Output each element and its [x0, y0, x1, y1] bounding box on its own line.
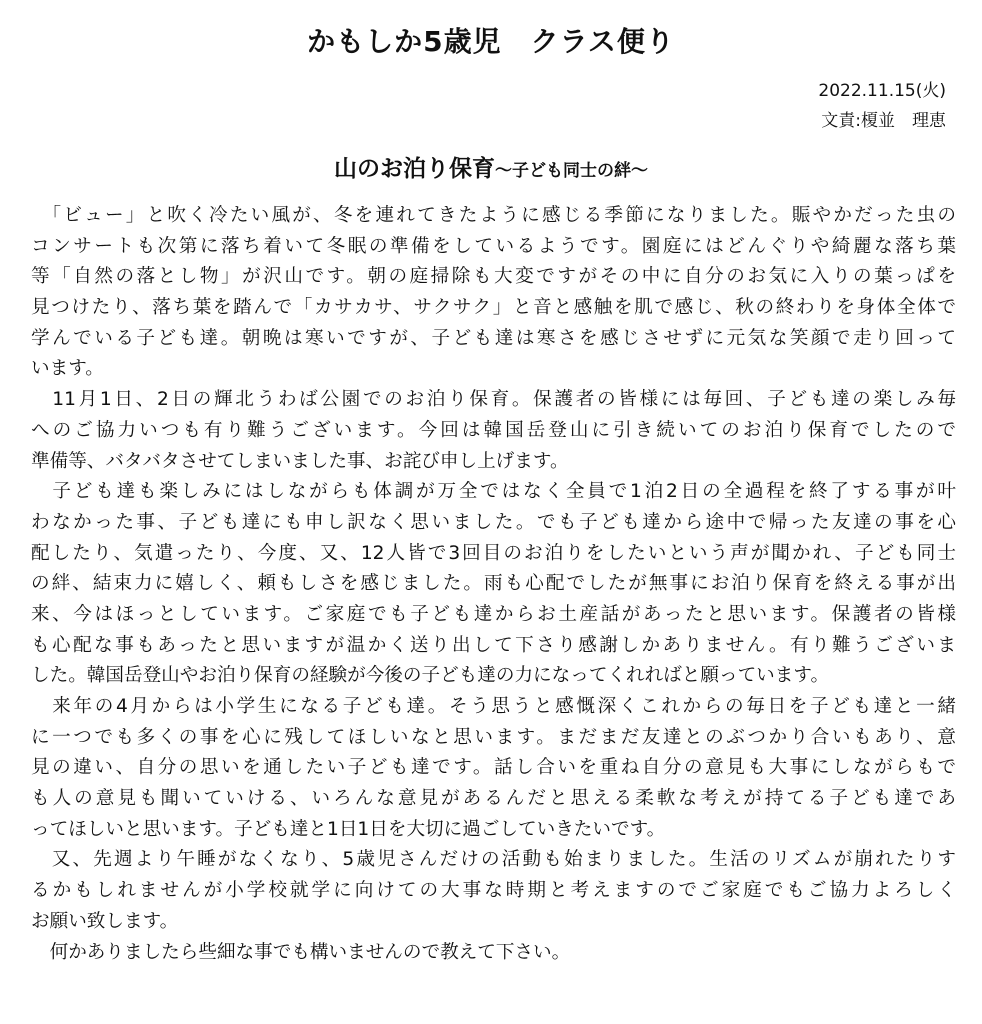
newsletter-meta: [818, 76, 946, 136]
body-line: お願い致します。: [31, 910, 179, 932]
author-credit: 文責:榎並 理恵: [821, 111, 946, 131]
body-line: も人の意見も聞いていける、いろんな意見があるんだと思える柔軟な考えが持てる子ども達であ: [31, 788, 956, 810]
article-heading-main: 山のお泊り保育: [334, 156, 495, 182]
body-line: ってほしいと思います。子ども達と1日1日を大切に過ごしていきたいです。: [31, 818, 666, 840]
body-line: るかもしれませんが小学校就学に向けての大事な時期と考えますのでご家庭でもご協力よろしく: [31, 880, 956, 902]
body-line: 何かありましたら些細な事でも構いませんので教えて下さい。: [31, 941, 571, 963]
body-line: 学んでいる子ども達。朝晩は寒いですが、子ども達は寒さを感じさせずに元気な笑顔で走り回って: [31, 327, 956, 349]
body-line: います。: [31, 358, 104, 380]
body-line: 準備等、バタバタさせてしまいました事、お詫び申し上げます。: [31, 450, 569, 472]
body-line: 来年の4月からは小学生になる子ども達。そう思うと感慨深くこれからの毎日を子ども達と一緒: [31, 696, 956, 717]
body-line: へのご協力いつも有り難うございます。今回は韓国岳登山に引き続いてのお泊り保育でしたので: [31, 419, 956, 441]
newsletter-title: かもしか5歳児 クラス便り: [307, 25, 675, 58]
body-line: 又、先週より午睡がなくなり、5歳児さんだけの活動も始まりました。生活のリズムが崩れたりす: [31, 849, 956, 871]
body-line: 配したり、気遣ったり、今度、又、12人皆で3回目のお泊りをしたいという声が聞かれ、子ども同士: [31, 542, 956, 564]
body-line: 11月1日、2日の輝北うわば公園でのお泊り保育。保護者の皆様には毎回、子ども達の楽しみ毎: [31, 389, 956, 411]
body-line: した。韓国岳登山やお泊り保育の経験が今後の子ども達の力になってくれればと願っています。: [31, 665, 830, 687]
body-line: 等「自然の落とし物」が沢山です。朝の庭掃除も大変ですがその中に自分のお気に入りの葉っぱを: [31, 266, 956, 288]
issue-date: 2022.11.15(火): [818, 81, 946, 101]
body-line: 「ビュー」と吹く冷たい風が、冬を連れてきたように感じる季節になりました。賑やかだった虫の: [31, 205, 956, 226]
body-line: 見つけたり、落ち葉を踏んで「カサカサ、サクサク」と音と感触を肌で感じ、秋の終わりを身体全体で: [31, 297, 956, 319]
article-heading-sub: ～子ども同士の絆～: [495, 161, 648, 181]
body-line: 子ども達も楽しみにはしながらも体調が万全ではなく全員で1泊2日の全過程を終了する事が叶: [31, 481, 956, 503]
body-line: 見の違い、自分の思いを通したい子ども達です。話し合いを重ね自分の意見も大事にしながらもで: [31, 757, 956, 779]
body-line: も心配な事もあったと思いますが温かく送り出して下さり感謝しかありません。有り難うございま: [31, 634, 956, 656]
body-line: に一つでも多くの事を心に残してほしいなと思います。まだまだ友達とのぶつかり合いもあり、意: [31, 726, 956, 748]
body-line: コンサートも次第に落ち着いて冬眠の準備をしているようです。園庭にはどんぐりや綺麗な落ち葉: [31, 235, 956, 257]
body-line: 来、今はほっとしています。ご家庭でも子ども達からお土産話があったと思います。保護者の皆様: [31, 603, 956, 625]
body-line: の絆、結束力に嬉しく、頼もしさを感じました。雨も心配でしたが無事にお泊り保育を終える事が出: [31, 573, 956, 595]
body-line: わなかった事、子ども達にも申し訳なく思いました。でも子ども達から途中で帰った友達の事を心: [31, 511, 956, 533]
article-heading: [0, 150, 982, 183]
article-body: [31, 201, 956, 968]
